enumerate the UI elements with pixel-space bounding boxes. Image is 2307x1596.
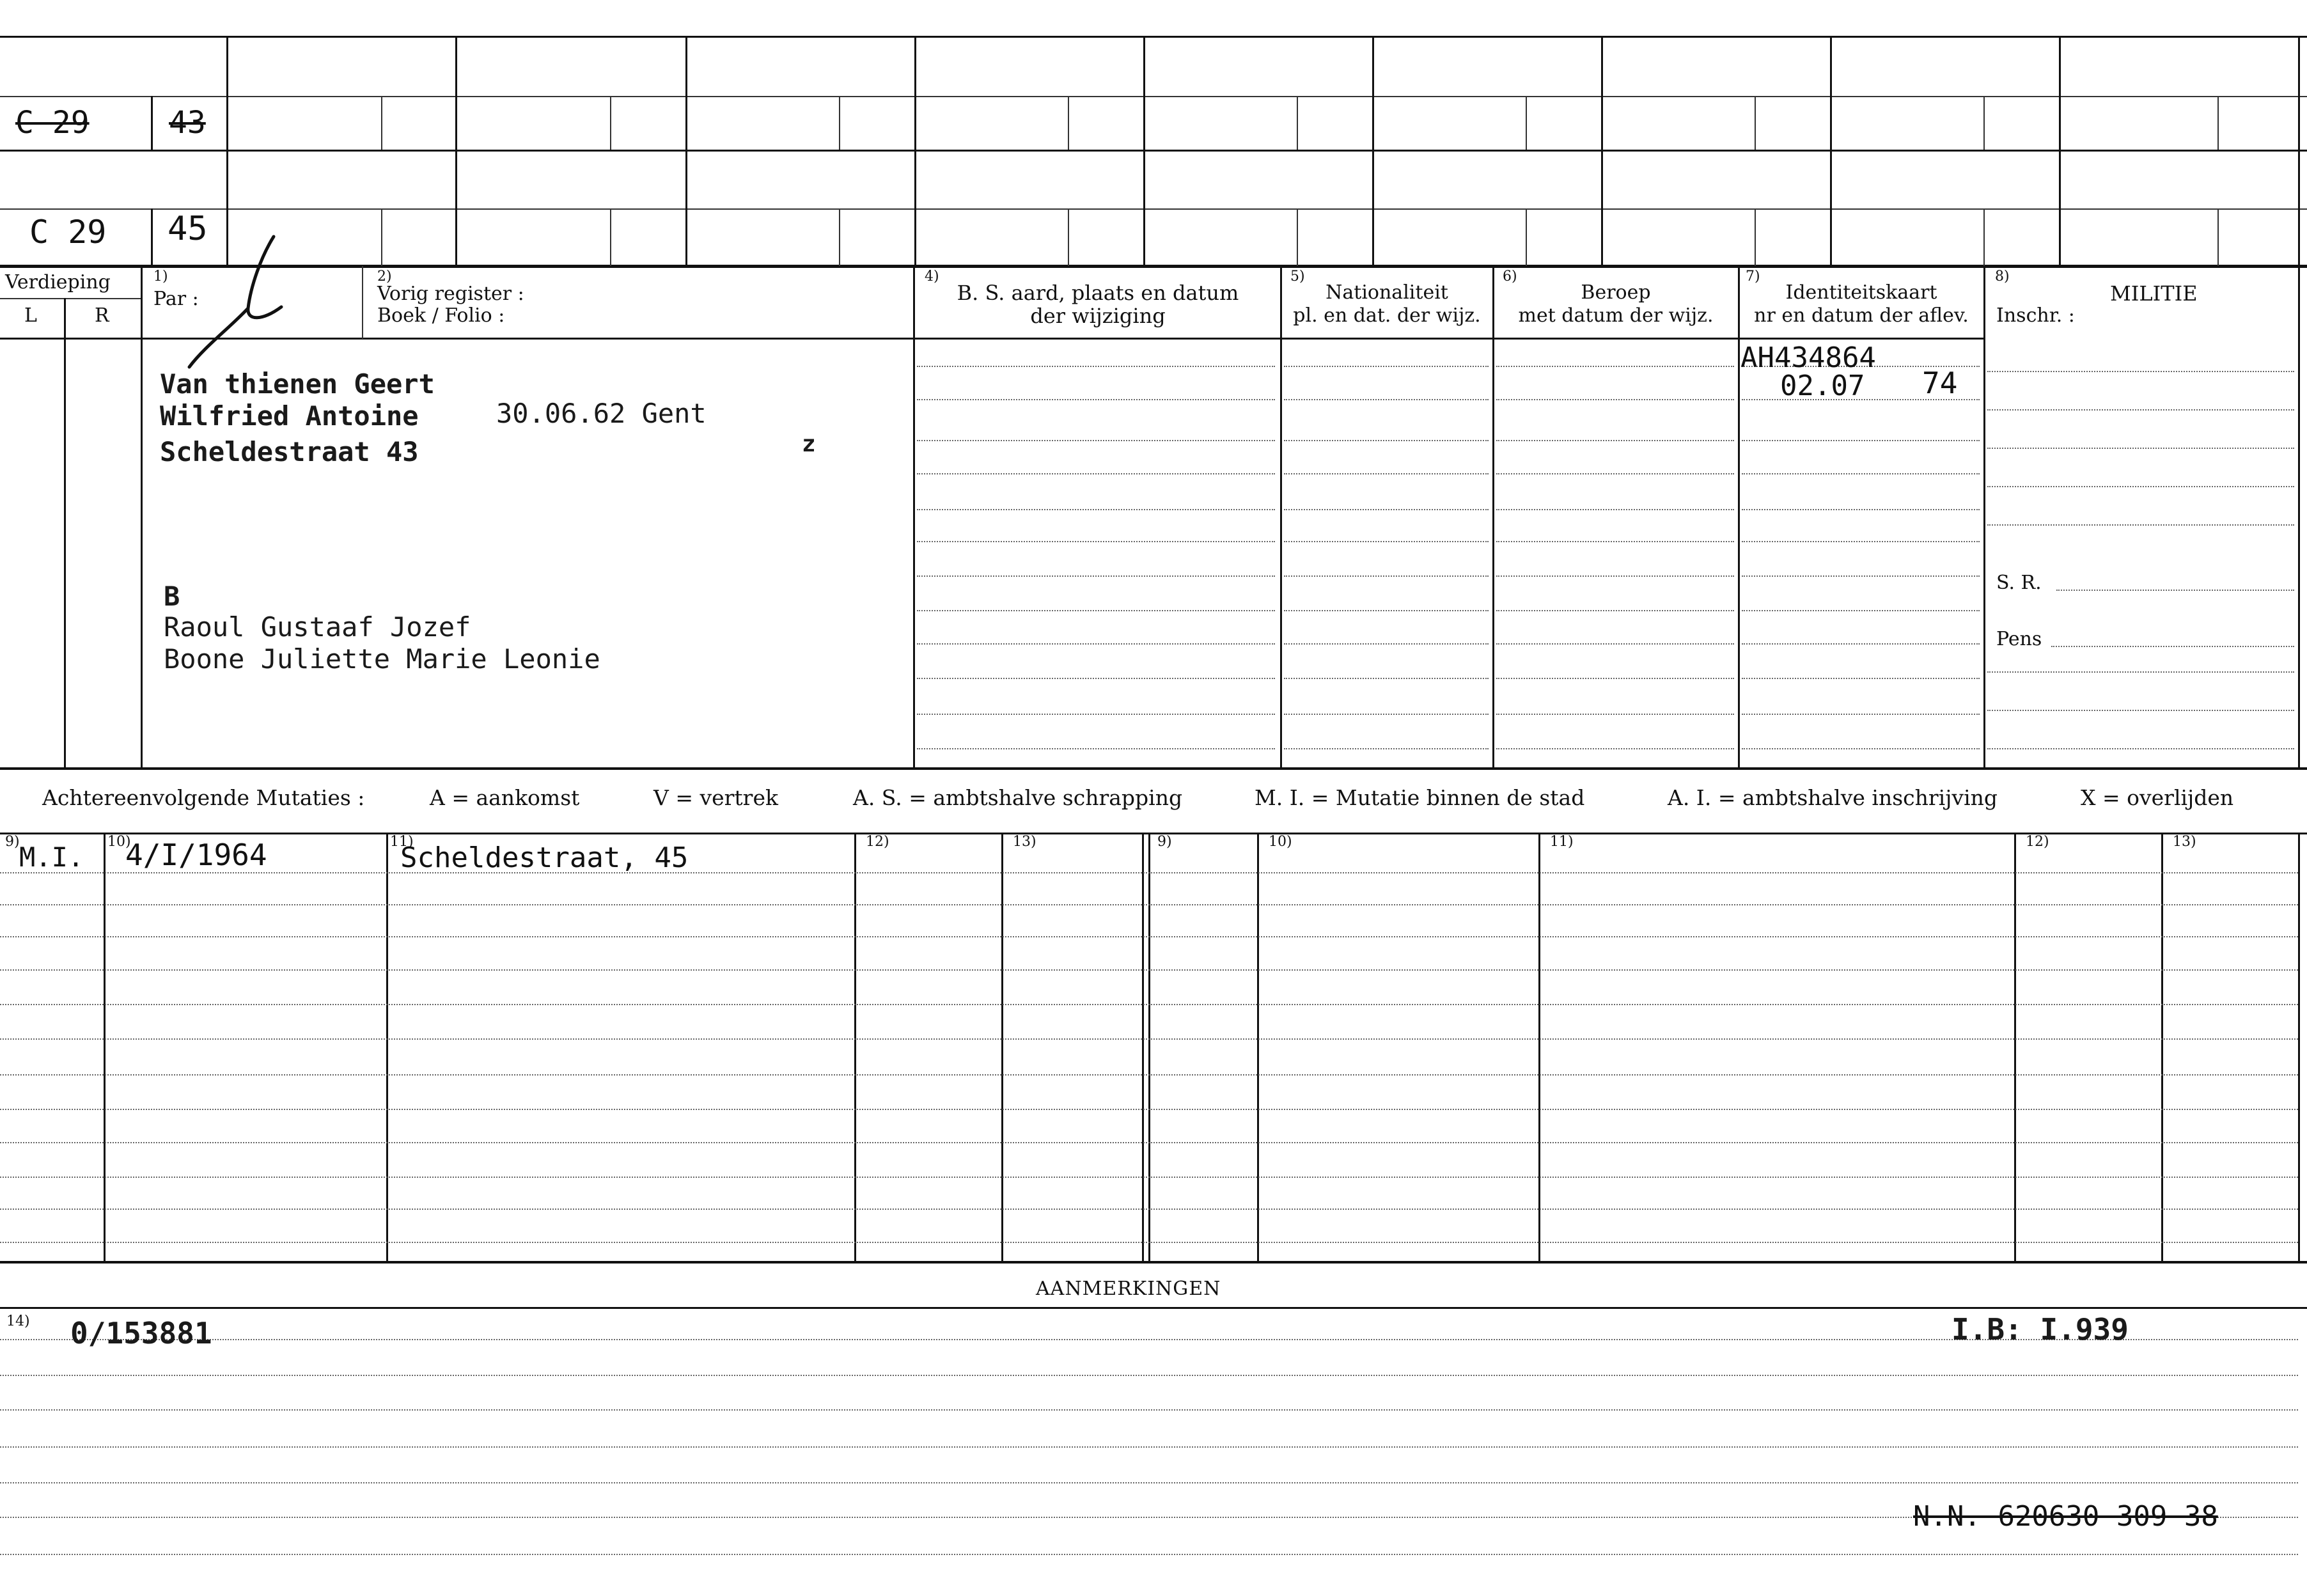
col-number-4: 4) [925,269,939,285]
legend-vertrek: V = vertrek [653,785,778,810]
row1-number: 43 [169,105,206,141]
pens-label: Pens [1996,628,2042,650]
sr-label: S. R. [1996,572,2042,594]
col-r-label: R [95,304,109,327]
mutaties-title: Achtereenvolgende Mutaties : [42,785,365,810]
nationaliteit-header: Nationaliteit pl. en dat. der wijz. [1293,281,1481,327]
par-label: Par : [153,288,199,310]
col-number-1: 1) [153,269,168,285]
mut-col-13a: 13) [1013,834,1036,850]
id-card-date: 02.07 [1780,370,1865,402]
mutation-type: M.I. [19,841,84,873]
col-number-2: 2) [377,269,392,285]
col-number-7: 7) [1746,269,1760,285]
person-birth: 30.06.62 Gent [496,398,707,429]
bs-header: B. S. aard, plaats en datum der wijziging [957,281,1239,328]
col-l-label: L [24,304,37,327]
id-card-number: AH434864 [1740,341,1876,374]
militie-label: MILITIE [2110,281,2198,306]
legend-overlijden: X = overlijden [2081,785,2234,810]
mother-name: Boone Juliette Marie Leonie [164,643,600,675]
boek-folio-label: Boek / Folio : [377,304,505,327]
mut-col-12b: 12) [2026,834,2049,850]
aanmerkingen-ib: I.B: I.939 [1951,1312,2129,1347]
legend-aankomst: A = aankomst [430,785,580,810]
verdieping-label: Verdieping [5,271,111,293]
father-name: Raoul Gustaaf Jozef [164,611,471,643]
aanmerkingen-title: AANMERKINGEN [1036,1278,1221,1300]
mutation-date: 4/I/1964 [125,838,267,872]
legend-mutatie-binnen: M. I. = Mutatie binnen de stad [1255,785,1585,810]
mutation-address: Scheldestraat, 45 [400,841,689,874]
person-name-line2: Wilfried Antoine [160,400,419,432]
legend-ambtshalve-inschrijving: A. I. = ambtshalve inschrijving [1668,785,1998,810]
parent-prefix: B [164,581,180,612]
identiteitskaart-header: Identiteitskaart nr en datum der aflev. [1754,281,1969,327]
mut-col-13b: 13) [2173,834,2196,850]
col-number-5: 5) [1290,269,1305,285]
inschr-label: Inschr. : [1996,304,2075,327]
national-number: N.N. 620630 309 38 [1913,1500,2218,1533]
beroep-header: Beroep met datum der wijz. [1518,281,1714,327]
mut-col-12a: 12) [866,834,889,850]
vorig-register-label: Vorig register : [377,283,524,305]
mut-col-11b: 11) [1550,834,1574,850]
legend-ambtshalve-schrapping: A. S. = ambtshalve schrapping [853,785,1183,810]
mut-col-9b: 9) [1157,834,1172,850]
col-number-8: 8) [1995,269,2010,285]
id-card-year: 74 [1922,366,1958,400]
row2-code: C 29 [29,214,107,251]
person-mark-z: z [802,431,816,457]
mut-col-9a: 9) [5,834,20,850]
mut-col-10b: 10) [1269,834,1292,850]
person-address: Scheldestraat 43 [160,436,419,467]
par-stroke-icon [185,231,301,370]
col-number-6: 6) [1503,269,1517,285]
aanmerkingen-ref: 0/153881 [70,1316,212,1350]
mut-col-11a: 11) [390,834,414,850]
row2-number: 45 [168,210,208,248]
mut-col-10a: 10) [107,834,131,850]
person-name-line1: Van thienen Geert [160,368,435,400]
aanmerkingen-number: 14) [6,1313,30,1329]
row1-code: C 29 [15,105,90,141]
